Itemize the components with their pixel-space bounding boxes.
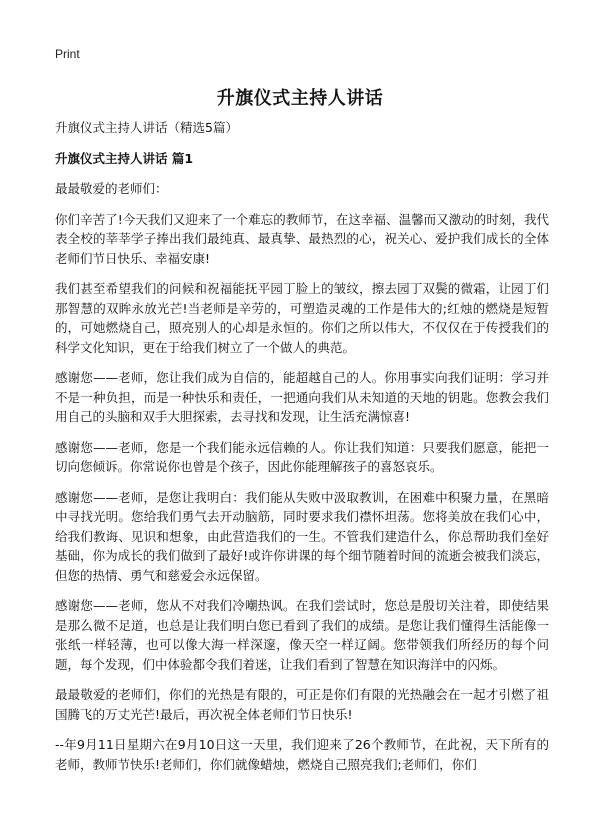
paragraph: 我们甚至希望我们的问候和祝福能抚平园丁脸上的皱纹，擦去园丁双鬓的微霜，让园丁们那智慧的双眸永放光芒!当老师是辛劳的，可塑造灵魂的工作是伟大的;红烛的燃烧是短暂的，可她燃烧自己，照亮别人的心却是永恒的。你们之所以伟大，不仅仅在于传授我们的科学文化知识，更在于给我们树立了一个做人的典范。 [55, 281, 549, 355]
print-link[interactable]: Print [55, 47, 80, 61]
paragraph: 感谢您——老师，是您让我明白：我们能从失败中汲取教训，在困难中积聚力量，在黑暗中寻找光明。您给我们勇气去开动脑筋，同时要求我们襟怀坦荡。您将美放在我们心中，给我们教诲、见识和想象，由此营造我们的一生。不管我们建造什么，你总帮助我们垒好基础，你为成长的我们做到了最好!或许你讲课的每个细节随着时间的流逝会被我们淡忘，但您的热情、勇气和慈爱会永远保留。 [55, 489, 549, 583]
paragraph: 最最敬爱的老师们，你们的光热是有限的，可正是你们有限的光热融会在一起才引燃了祖国腾飞的万丈光芒!最后，再次祝全体老师们节日快乐! [55, 687, 549, 722]
section-heading: 升旗仪式主持人讲话 篇1 [55, 150, 194, 166]
document-body [55, 118, 549, 785]
paragraph: --年9月11日星期六在9月10日这一天里，我们迎来了26个教师节，在此祝，天下所有的老师，教师节快乐!老师们，你们就像蜡烛，燃烧自己照亮我们;老师们，你们 [55, 737, 549, 772]
paragraph: 感谢您——老师，您是一个我们能永远信赖的人。你让我们知道：只要我们愿意，能把一切向您倾诉。你常说你也曾是个孩子，因此你能理解孩子的喜怒哀乐。 [55, 439, 549, 474]
paragraph: 你们辛苦了!今天我们又迎来了一个难忘的教师节，在这幸福、温馨而又激动的时刻，我代表全校的莘莘学子捧出我们最纯真、最真挚、最热烈的心，祝关心、爱护我们成长的全体老师们节日快乐、幸福安康! [55, 211, 549, 266]
paragraph: 感谢您——老师，您从不对我们冷嘲热讽。在我们尝试时，您总是殷切关注着，即使结果是那么微不足道，也总是让我们明白您已看到了我们的成绩。是您让我们懂得生活能像一张纸一样轻薄，也可以像大海一样深邃，像天空一样辽阔。您带领我们所经历的每个问题，每个发现，们中体验都令我们着迷，让我们看到了智慧在知识海洋中的闪烁。 [55, 598, 549, 672]
paragraph: 感谢您——老师，您让我们成为自信的，能超越自己的人。你用事实向我们证明：学习并不是一种负担，而是一种快乐和责任，一把通向我们从未知道的天地的钥匙。您教会我们用自己的头脑和双手大胆探索，去寻找和发现，让生活充满惊喜! [55, 370, 549, 424]
document-subtitle: 升旗仪式主持人讲话（精选5篇） [55, 120, 238, 135]
greeting: 最最敬爱的老师们： [55, 181, 168, 196]
document-title: 升旗仪式主持人讲话 [216, 88, 384, 109]
